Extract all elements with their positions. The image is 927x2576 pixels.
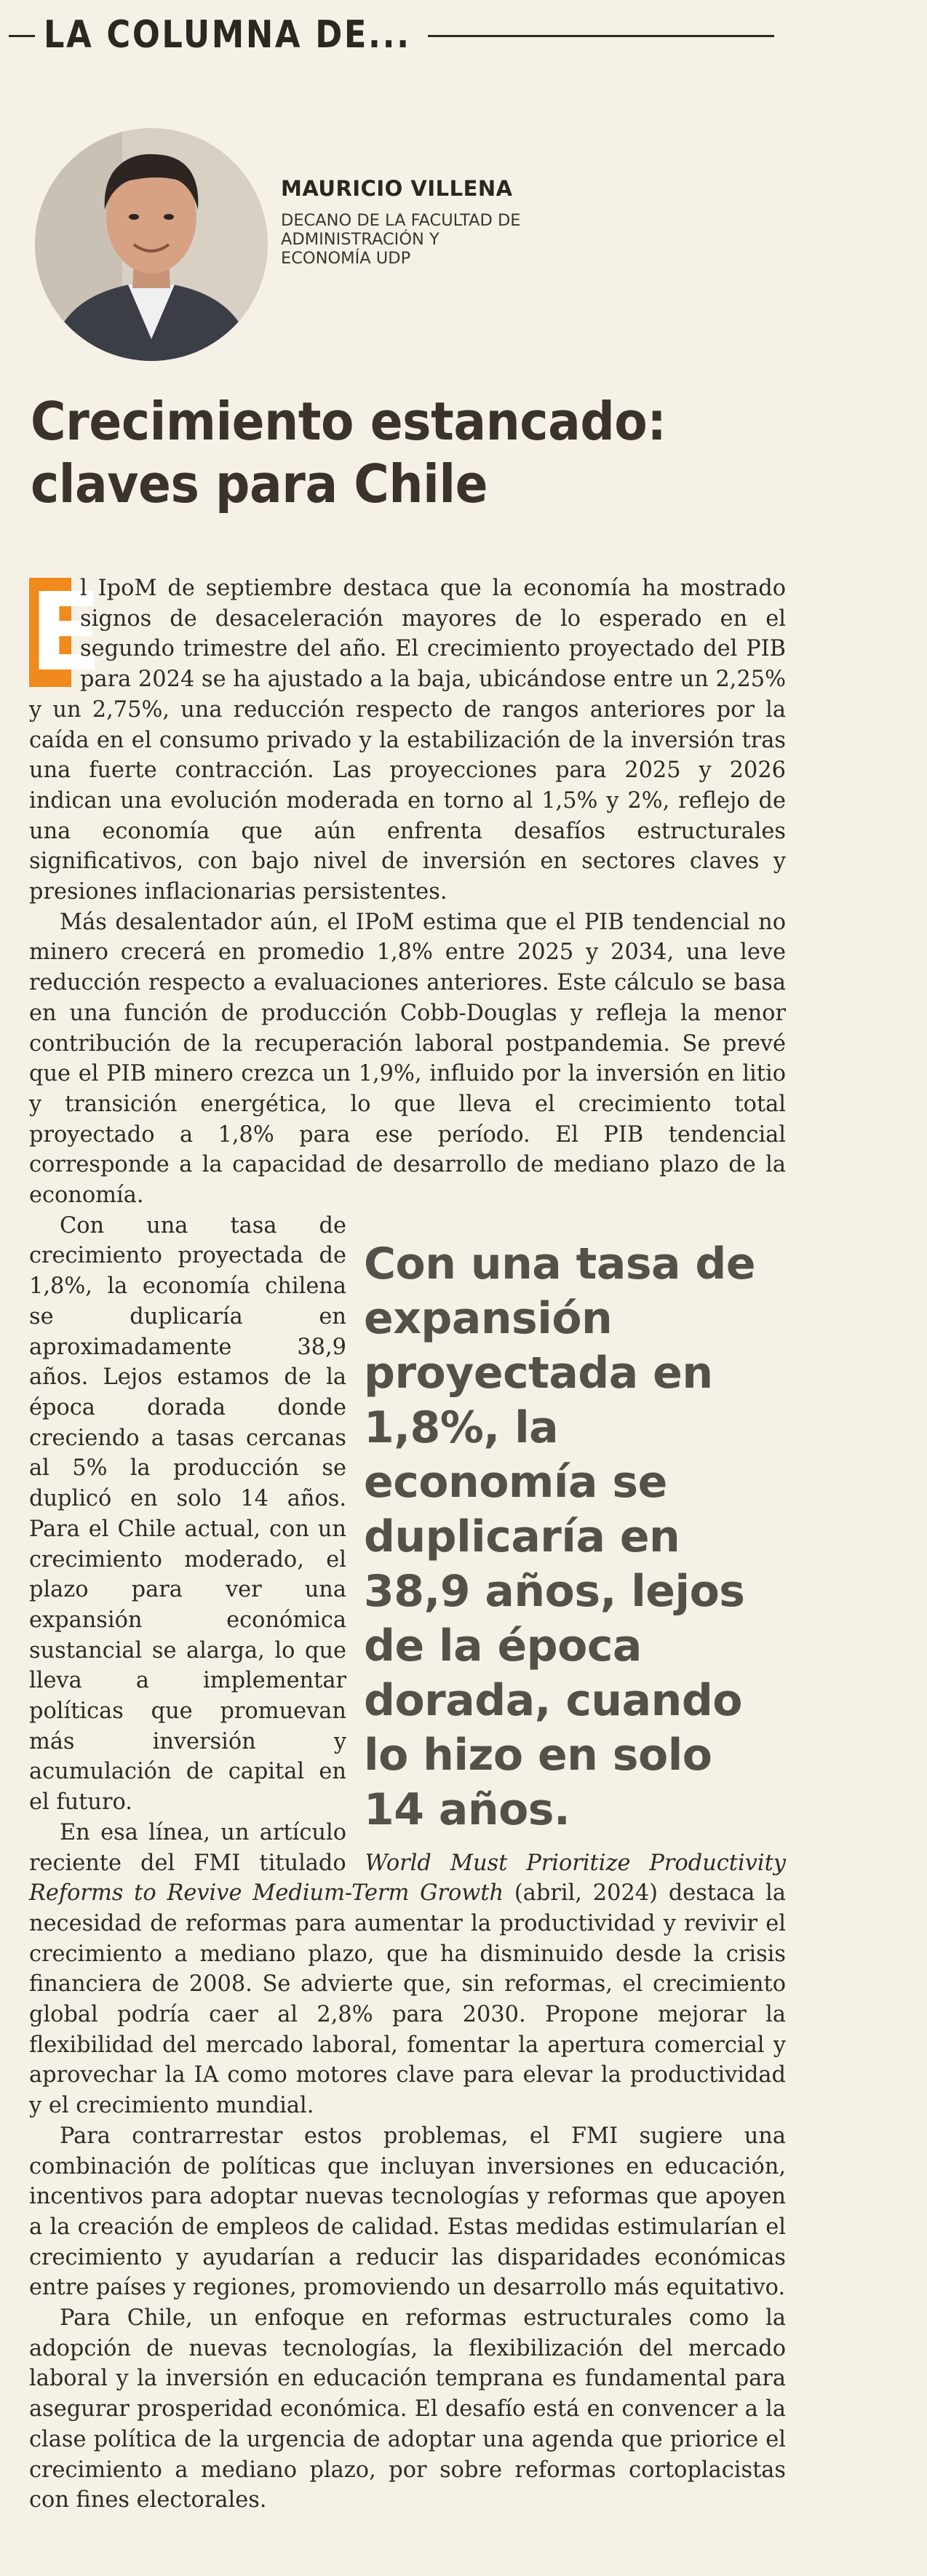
paragraph-2: Más desalentador aún, el IPoM estima que el PIB tendencial no minero crecerá en promedio 1,8% entre 2025 y 2034, una leve reducción respecto a evaluaciones anteriores. Este cálculo se basa en una función de producción Cobb-Douglas y refleja la menor contribución de la recuperación laboral postpandemia. Se prevé que el PIB minero crezca un 1,9%, influido por la inversión en litio y transición energética, lo que lleva el crecimiento total proyectado a 1,8% para ese período. El PIB tendencial corresponde a la capacidad de desarrollo de mediano plazo de la economía. [29, 909, 786, 1209]
paragraph-6: Para Chile, un enfoque en reformas estructurales como la adopción de nuevas tecnologías, la flexibilización del mercado laboral y la inversión en educación temprana es fundamental para asegurar prosperidad económica. El desafío está en convencer a la clase política de la urgencia de adoptar una agenda que priorice el crecimiento a mediano plazo, por sobre reformas cortoplacistas con fines electorales. [29, 2305, 786, 2513]
author-role: DECANO DE LA FACULTAD DE ADMINISTRACIÓN Y ECONOMÍA UDP [281, 211, 521, 268]
cited-article-title: World Must Prioritize Productivity Reforms to Revive Medium-Term Growth [29, 1850, 786, 1907]
paragraph-4-intro: En esa línea, un artículo reciente del FMI titulado [29, 1819, 365, 1876]
section-label: LA COLUMNA DE... [44, 13, 411, 57]
paragraph-1-text: l IpoM de septiembre destaca que la economía ha mostrado signos de desaceleración mayores de lo esperado en el segundo trimestre del año. El crecimiento proyectado del PIB para 2024 se ha ajustado a la baja, ubicándose entre un 2,25% y un 2,75%, una reducción respecto de rangos anteriores por la caída en el consumo privado y la estabilización de la inversión tras una fuerte contracción. Las proyecciones para 2025 y 2026 indican una evolución moderada en torno al 1,5% y 2%, reflejo de una economía que aún enfrenta desafíos estructurales significativos, con bajo nivel de inversión en sectores claves y presiones inflacionarias persistentes. [29, 576, 786, 905]
section-rule-left [9, 35, 35, 37]
paragraph-4 [29, 1818, 786, 2121]
paragraph-3 [29, 1211, 786, 1835]
drop-cap: E [29, 570, 103, 695]
author-avatar [35, 128, 268, 361]
author-portrait [35, 128, 268, 361]
author-name: MAURICIO VILLENA [281, 176, 513, 201]
pull-quote: Con una tasa de expansión proyectada en 1,8%, la economía se duplicaría en 38,9 años, lejos de la época dorada, cuando lo hizo en solo 14 años. [364, 1238, 756, 1835]
paragraph-4-text: (abril, 2024) destaca la necesidad de reformas para aumentar la productividad y revivir el crecimiento a mediano plazo, que ha disminuido desde la crisis financiera de 2008. Se advierte que, sin reformas, el crecimiento global podría caer al 2,8% para 2030. Propone mejorar la flexibilidad del mercado laboral, fomentar la apertura comercial y aprovechar la IA como motores clave para elevar la productividad y el crecimiento mundial. [29, 1880, 786, 2119]
section-rule-right [428, 35, 774, 37]
article-headline: Crecimiento estancado: claves para Chile [31, 391, 667, 514]
paragraph-1 [29, 570, 786, 907]
article-body [29, 570, 786, 2516]
paragraph-3-text: Con una tasa de crecimiento proyectada de 1,8%, la economía chilena se duplicaría en aproximadamente 38,9 años. Lejos estamos de la época dorada donde creciendo a tasas cercanas al 5% la producción se duplicó en solo 14 años. Para el Chile actual, con un crecimiento moderado, el plazo para ver una expansión económica sustancial se alarga, lo que lleva a implementar políticas que promuevan más inversión y acumulación de capital en el futuro. [29, 1212, 346, 1816]
paragraph-5: Para contrarrestar estos problemas, el FMI sugiere una combinación de políticas que incluyan inversiones en educación, incentivos para adoptar nuevas tecnologías y reformas que apoyen a la creación de empleos de calidad. Estas medidas estimularían el crecimiento y ayudarían a reducir las disparidades económicas entre países y regiones, promoviendo un desarrollo más equitativo. [29, 2123, 786, 2301]
